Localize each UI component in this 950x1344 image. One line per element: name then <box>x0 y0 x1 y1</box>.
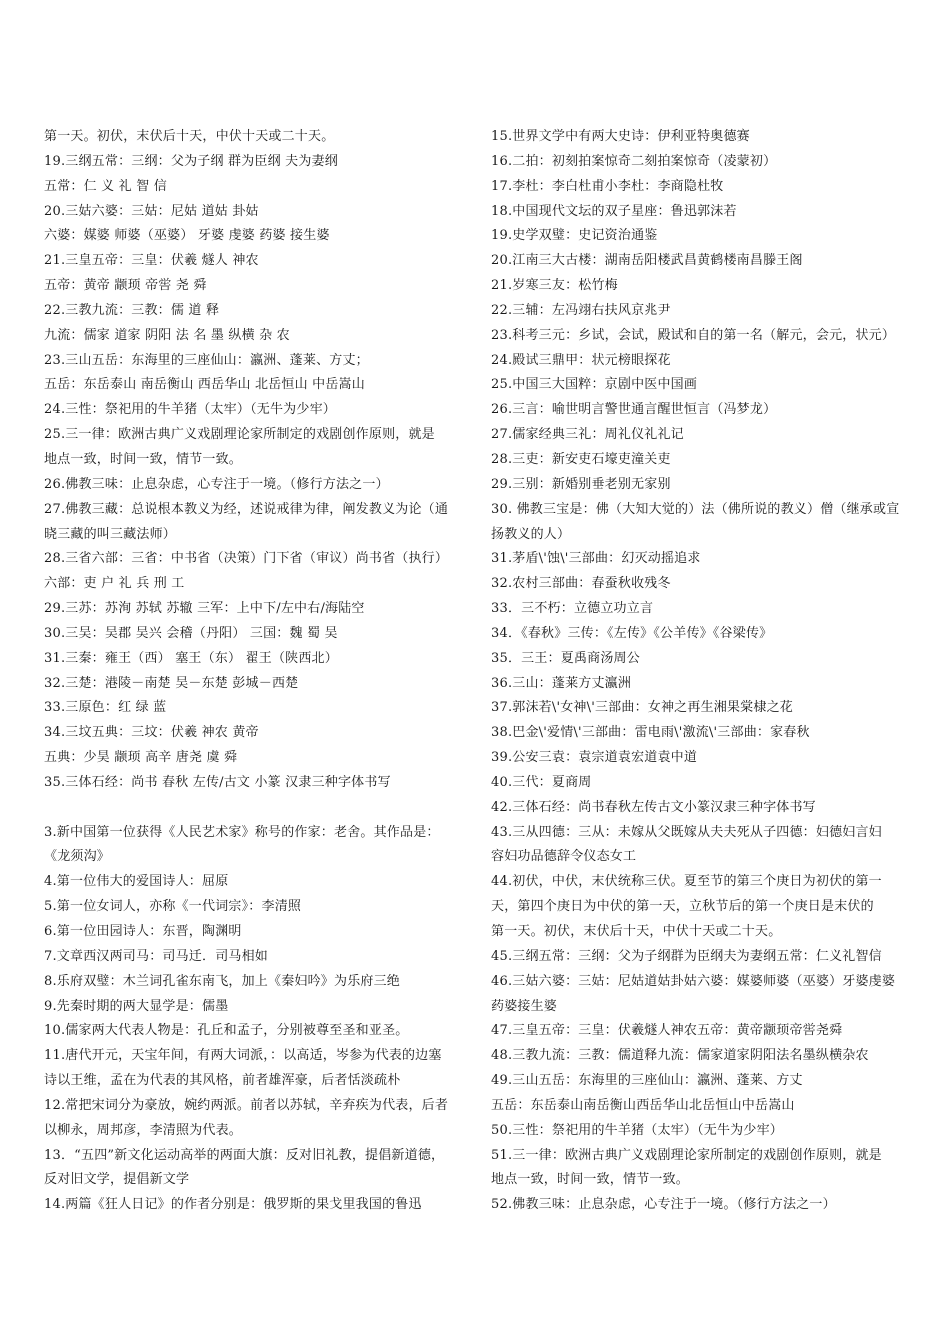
text-line: 51.三一律：欧洲古典广义戏剧理论家所制定的戏剧创作原则，就是 <box>491 1147 882 1163</box>
text-line: 19.史学双璧：史记资治通鉴 <box>491 228 658 244</box>
text-line: 地点一致，时间一致，情节一致。 <box>44 451 243 467</box>
text-line: 22.三辅：左冯翊右扶风京兆尹 <box>491 302 671 318</box>
text-line: 五帝：黄帝 颛顼 帝喾 尧 舜 <box>44 278 207 294</box>
text-line: 32.三楚：港陵－南楚 吴－东楚 彭城－西楚 <box>44 675 299 691</box>
text-line: 14.两篇《狂人日记》的作者分别是：俄罗斯的果戈里我国的鲁迅 <box>44 1197 422 1213</box>
blank-line <box>44 796 462 821</box>
text-line: 15.世界文学中有两大史诗：伊利亚特奥德赛 <box>491 129 750 144</box>
text-line: 45.三纲五常：三纲：父为子纲群为臣纲夫为妻纲五常：仁义礼智信 <box>491 948 882 964</box>
text-line: 容妇功品德辞令仪态女工 <box>491 849 637 865</box>
text-line: 28.三省六部：三省：中书省（决策）门下省（审议）尚书省（执行） <box>44 551 449 567</box>
text-line: 47.三皇五帝：三皇：伏羲燧人神农五帝：黄帝颛顼帝喾尧舜 <box>491 1023 843 1039</box>
text-line: 52.佛教三味：止息杂虑，心专注于一境。（修行方法之一） <box>491 1197 836 1213</box>
text-line: 37.郭沫若\'女神\'三部曲：女神之再生湘果棠棣之花 <box>491 700 793 716</box>
text-line: 天，第四个庚日为中伏的第一天，立秋节后的第一个庚日是末伏的 <box>491 899 874 915</box>
text-line: 49.三山五岳：东海里的三座仙山：瀛洲、蓬莱、方丈 <box>491 1073 803 1089</box>
left-text-column <box>44 125 462 1218</box>
text-line: 39.公安三袁：袁宗道袁宏道袁中道 <box>491 750 698 766</box>
text-line: 35.三体石经：尚书 春秋 左传/古文 小篆 汉隶三种字体书写 <box>44 774 391 790</box>
text-line: 33.三原色：红 绿 蓝 <box>44 700 167 716</box>
text-line: 五岳：东岳泰山 南岳衡山 西岳华山 北岳恒山 中岳嵩山 <box>44 377 365 393</box>
text-line: 22.三教九流：三教：儒 道 释 <box>44 302 220 318</box>
text-line: 13．“五四”新文化运动高举的两面大旗：反对旧礼教，提倡新道德， <box>44 1147 445 1163</box>
text-line: 48.三教九流：三教：儒道释九流：儒家道家阴阳法名墨纵横杂农 <box>491 1048 869 1064</box>
text-line: 40.三代：夏商周 <box>491 774 592 790</box>
text-line: 28.三吏：新安吏石壕吏潼关吏 <box>491 451 671 467</box>
right-text-column <box>491 125 909 1218</box>
text-line: 35．三王：夏禹商汤周公 <box>491 650 640 666</box>
text-line: 50.三性：祭祀用的牛羊猪（太牢）（无牛为少牢） <box>491 1122 783 1138</box>
text-line: 26.佛教三味：止息杂虑，心专注于一境。（修行方法之一） <box>44 476 389 492</box>
text-line: 九流：儒家 道家 阴阳 法 名 墨 纵横 杂 农 <box>44 327 290 343</box>
text-line: 诗以王维，孟在为代表的其风格，前者雄浑豪，后者恬淡疏朴 <box>44 1073 401 1089</box>
text-line: 12.常把宋词分为豪放，婉约两派。前者以苏轼，辛弃疾为代表，后者 <box>44 1097 449 1113</box>
text-line: 18.中国现代文坛的双子星座：鲁迅郭沫若 <box>491 203 737 219</box>
text-line: 7.文章西汉两司马：司马迁．司马相如 <box>44 948 269 964</box>
text-line: 44.初伏，中伏，末伏统称三伏。夏至节的第三个庚日为初伏的第一 <box>491 874 882 890</box>
text-line: 27.儒家经典三礼：周礼仪礼礼记 <box>491 427 684 443</box>
text-line: 五常：仁 义 礼 智 信 <box>44 178 167 194</box>
text-line: 29.三苏：苏洵 苏轼 苏辙 三军：上中下/左中右/海陆空 <box>44 601 365 617</box>
text-line: 30. 佛教三宝是：佛（大知大觉的）法（佛所说的教义）僧（继承或宣 <box>491 501 900 517</box>
text-line: 20.江南三大古楼：湖南岳阳楼武昌黄鹤楼南昌滕王阁 <box>491 253 803 269</box>
text-line: 3.新中国第一位获得《人民艺术家》称号的作家：老舍。其作品是： <box>44 824 440 840</box>
text-line: 29.三别：新婚别垂老别无家别 <box>491 476 671 492</box>
text-line: 10.儒家两大代表人物是：孔丘和孟子，分别被尊至圣和亚圣。 <box>44 1023 409 1039</box>
text-line: 26.三言：喻世明言警世通言醒世恒言（冯梦龙） <box>491 402 777 418</box>
text-line: 23.科考三元：乡试，会试，殿试和自的第一名（解元，会元，状元） <box>491 327 896 343</box>
text-line: 9.先秦时期的两大显学是：儒墨 <box>44 998 229 1014</box>
text-line: 8.乐府双璧：木兰词孔雀东南飞，加上《秦妇吟》为乐府三绝 <box>44 973 401 989</box>
text-line: 33．三不朽：立德立功立言 <box>491 601 654 617</box>
text-line: 46.三姑六婆：三姑：尼姑道姑卦姑六婆：媒婆师婆（巫婆）牙婆虔婆 <box>491 973 896 989</box>
text-line: 25.三一律：欧洲古典广义戏剧理论家所制定的戏剧创作原则，就是 <box>44 427 435 443</box>
text-line: 五典：少昊 颛顼 高辛 唐尧 虞 舜 <box>44 750 238 766</box>
text-line: 38.巴金\'爱情\'三部曲：雷电雨\'激流\'三部曲：家春秋 <box>491 725 810 741</box>
text-line: 32.农村三部曲：春蚕秋收残冬 <box>491 576 671 592</box>
text-line: 4.第一位伟大的爱国诗人：屈原 <box>44 874 229 890</box>
text-line: 反对旧文学，提倡新文学 <box>44 1172 190 1188</box>
text-line: 42.三体石经：尚书春秋左传古文小篆汉隶三种字体书写 <box>491 799 816 815</box>
text-line: 五岳：东岳泰山南岳衡山西岳华山北岳恒山中岳嵩山 <box>491 1097 795 1113</box>
text-line: 地点一致，时间一致，情节一致。 <box>491 1172 690 1188</box>
text-line: 30.三吴：吴郡 吴兴 会稽（丹阳） 三国：魏 蜀 吴 <box>44 625 338 641</box>
text-line: 34.三坟五典：三坟：伏羲 神农 黄帝 <box>44 725 259 741</box>
text-line: 以柳永，周邦彦，李清照为代表。 <box>44 1122 243 1138</box>
text-line: 31.三秦：雍王（西） 塞王（东） 翟王（陕西北） <box>44 650 338 666</box>
text-line: 6.第一位田园诗人：东晋，陶渊明 <box>44 924 242 939</box>
text-line: 21.三皇五帝：三皇：伏羲 燧人 神农 <box>44 253 259 269</box>
text-line: 六部：吏 户 礼 兵 刑 工 <box>44 576 185 592</box>
text-line: 六婆：媒婆 师婆（巫婆） 牙婆 虔婆 药婆 接生婆 <box>44 228 330 244</box>
text-line: 5.第一位女词人，亦称《一代词宗》：李清照 <box>44 899 302 915</box>
text-line: 19.三纲五常：三纲：父为子纲 群为臣纲 夫为妻纲 <box>44 153 338 169</box>
text-line: 21.岁寒三友：松竹梅 <box>491 278 618 294</box>
text-line: 第一天。初伏，末伏后十天，中伏十天或二十天。 <box>44 129 335 144</box>
text-line: 36.三山：蓬莱方丈瀛洲 <box>491 675 632 691</box>
text-line: 20.三姑六婆：三姑：尼姑 道姑 卦姑 <box>44 203 259 219</box>
text-line: 23.三山五岳：东海里的三座仙山：瀛洲、蓬莱、方丈； <box>44 352 369 368</box>
text-line: 24.殿试三鼎甲：状元榜眼探花 <box>491 352 671 368</box>
text-line: 25.中国三大国粹：京剧中医中国画 <box>491 377 698 393</box>
text-line: 34．《春秋》三传：《左传》《公羊传》《谷梁传》 <box>491 625 773 641</box>
text-line: 17.李杜：李白杜甫小李杜：李商隐杜牧 <box>491 178 724 194</box>
text-line: 24.三性：祭祀用的牛羊猪（太牢）（无牛为少牢） <box>44 402 336 418</box>
text-line: 11.唐代开元，天宝年间，有两大词派，：以高适，岑参为代表的边塞 <box>44 1048 442 1064</box>
text-line: 43.三从四德：三从：未嫁从父既嫁从夫夫死从子四德：妇德妇言妇 <box>491 824 882 840</box>
text-line: 扬教义的人） <box>491 526 571 542</box>
text-line: 第一天。初伏，末伏后十天，中伏十天或二十天。 <box>491 924 782 939</box>
text-line: 药婆接生婆 <box>491 998 558 1014</box>
text-line: 晓三藏的叫三藏法师） <box>44 526 177 542</box>
text-line: 27.佛教三藏：总说根本教义为经，述说戒律为律，阐发教义为论（通 <box>44 501 449 517</box>
text-line: 《龙须沟》 <box>44 849 111 865</box>
text-line: 31.茅盾\'蚀\'三部曲：幻灭动摇追求 <box>491 551 701 567</box>
text-line: 16.二拍：初刻拍案惊奇二刻拍案惊奇（凌蒙初） <box>491 153 777 169</box>
